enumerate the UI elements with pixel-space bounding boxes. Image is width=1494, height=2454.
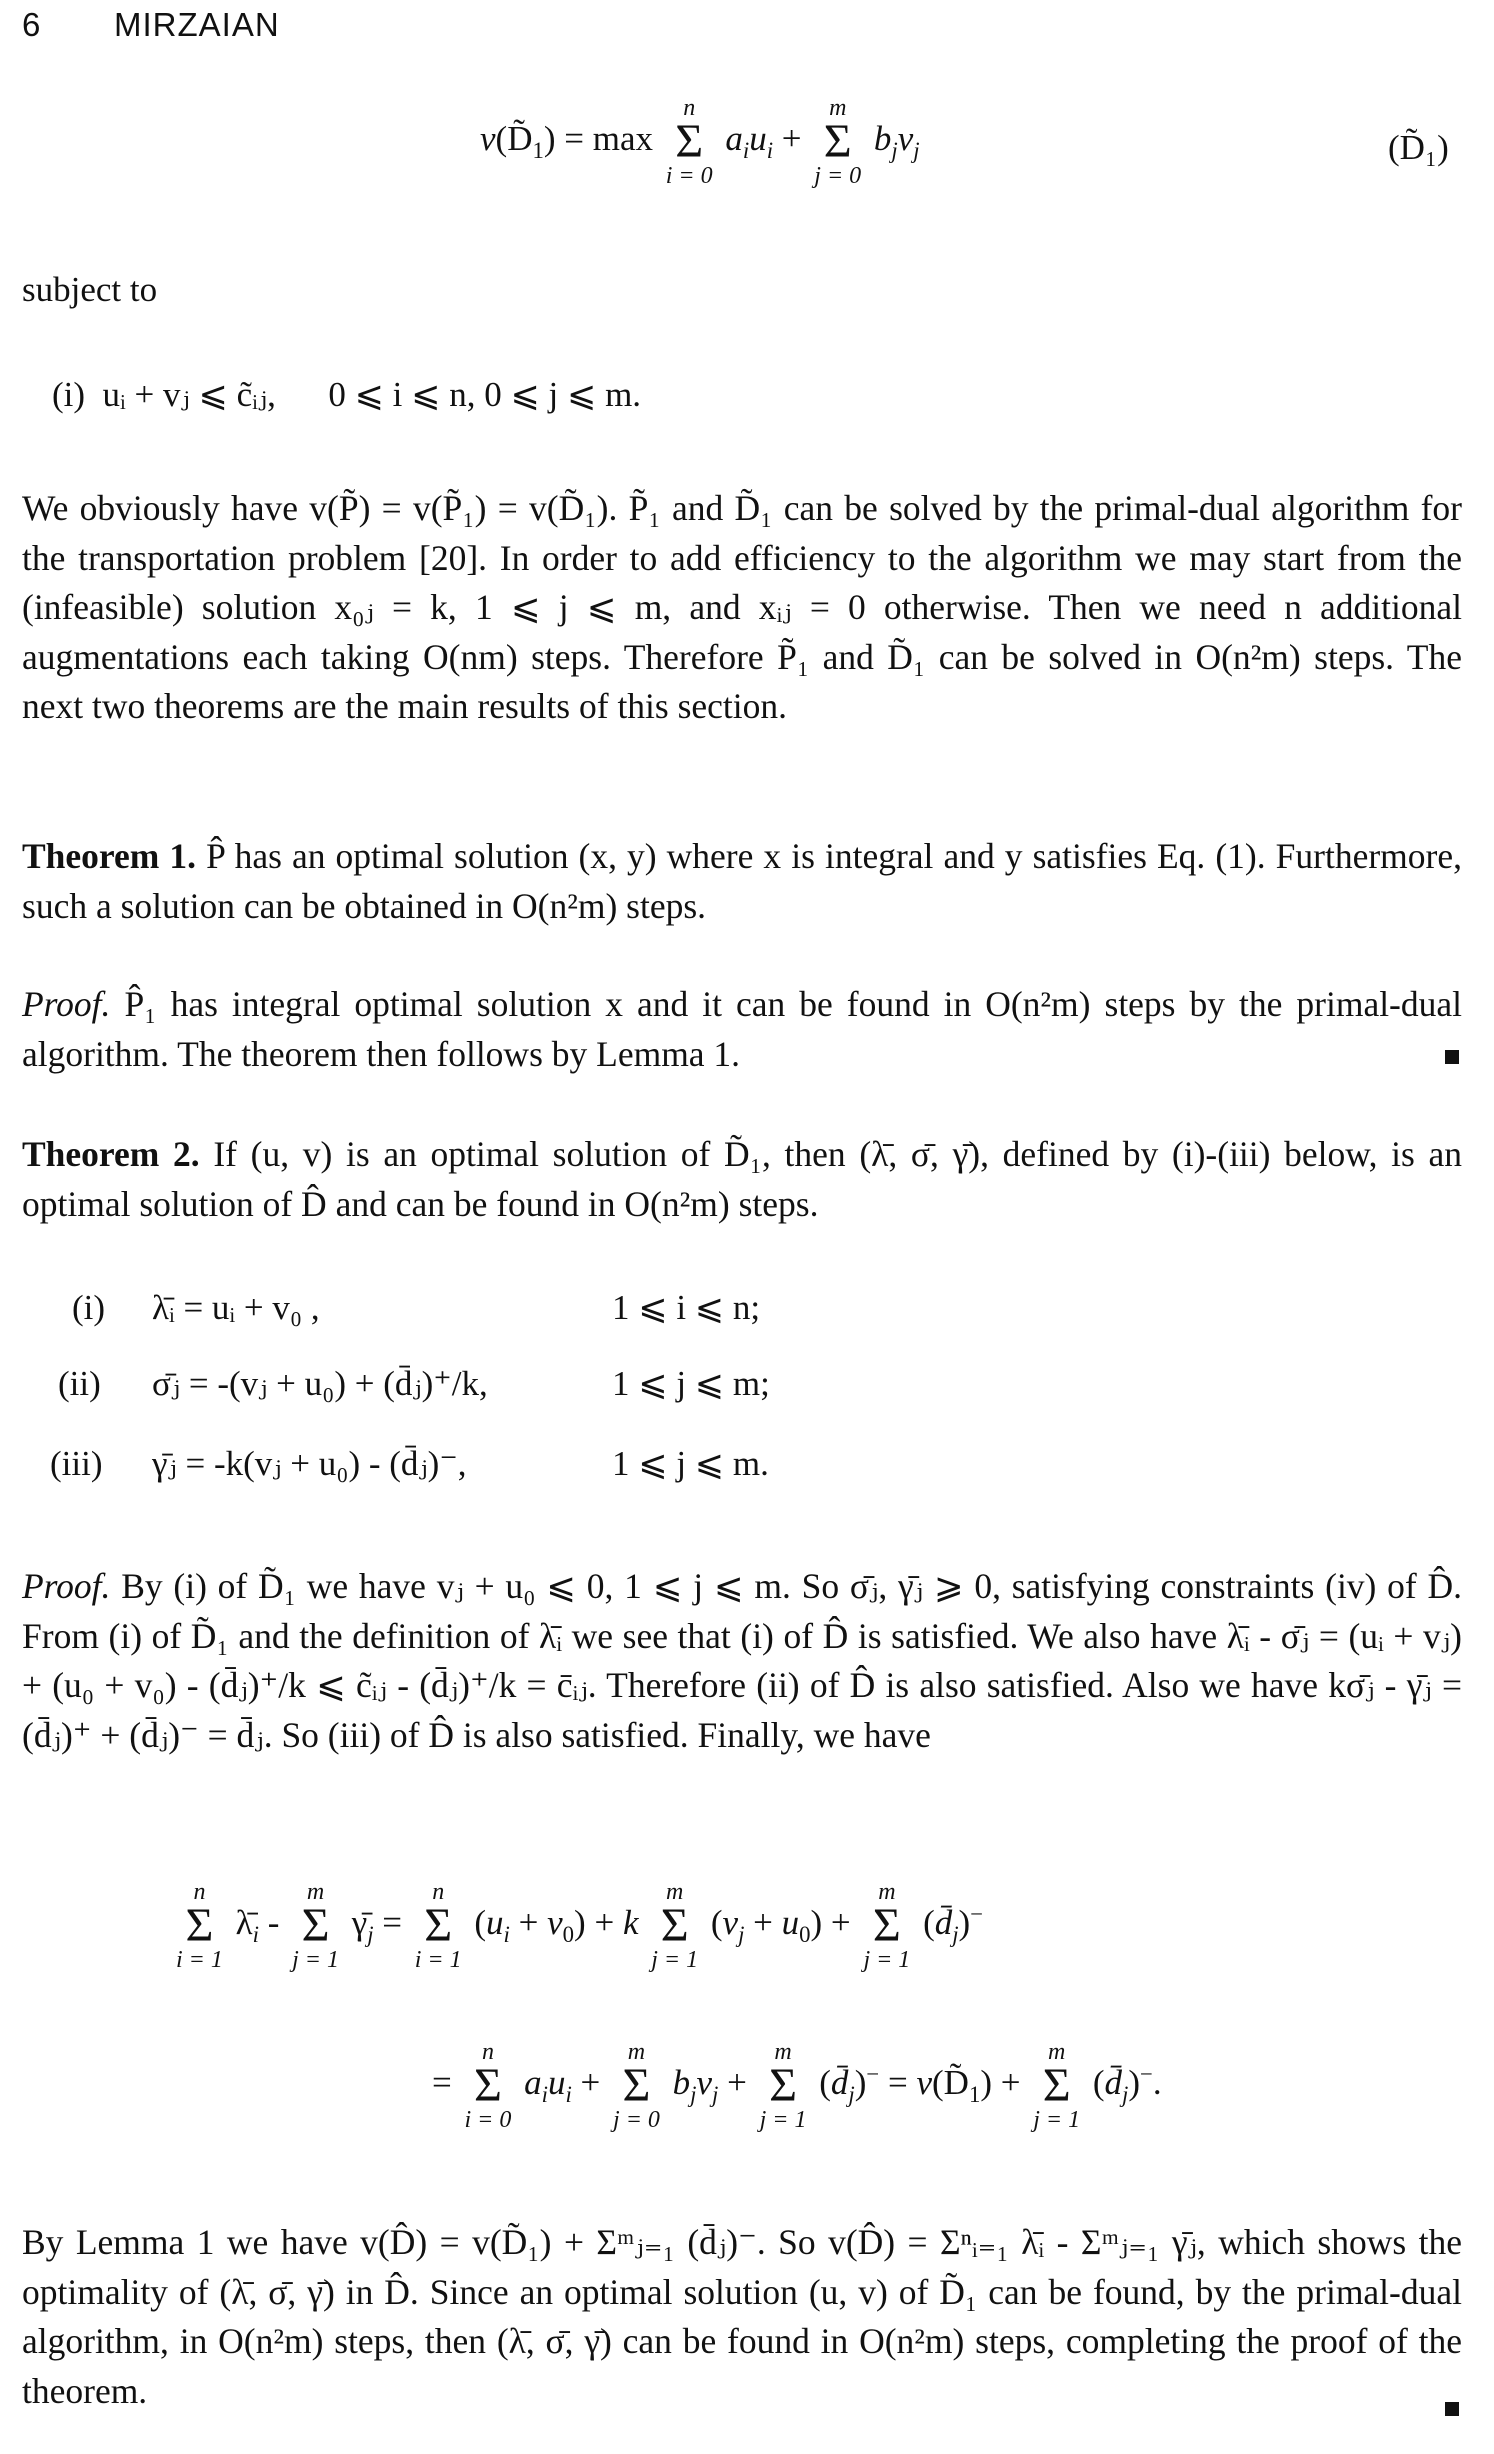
proof-2 [22,1562,1462,1760]
proof-1-text: P̂₁ has integral optimal solution x and it can be found in O(n²m) steps by the primal-dual algorithm. The theorem then follows by Lemma 1. [22,984,1463,1074]
definition-ii: (ii) [58,1364,101,1403]
theorem-2-label: Theorem 2. [22,1134,200,1174]
theorem-2-text: If (u, v) is an optimal solution of D̃₁, then (λ̄, σ̄, γ̄), defined by (i)-(iii) below, is an optimal solution of D̂ and can be found in O(n²m) steps. [22,1134,1462,1224]
definition-i-range: 1 ⩽ i ⩽ n; [612,1288,761,1327]
definition-i: (i) [72,1288,106,1327]
theorem-2 [22,1130,1462,1229]
page [22,0,1472,2454]
theorem-1-label: Theorem 1. [22,836,197,876]
dual-objective: $v(D̃_1) = \max$ n Σ i = 0 $a_iu_i$ + m Σ j = 0 $b_jv_j$ [480,95,920,189]
theorem-1-text: P̂ has an optimal solution (x, y) where x is integral and y satisfies Eq. (1). Furthermore, such a solution can be obtained in O(n²m) steps. [22,836,1463,926]
sum-equation-line-1: n Σ i = 1 $\lambdā_i$ - m Σ j = 1 $\gammā_j$ = n Σ i = 1 $(u_i + v_0) + k$ m Σ j = 1 $(v_j + u_0)$ + m Σ j = 1 $(d̄_j)^-$ [176,1879,984,1973]
dual-constraint: (i) uᵢ + vⱼ ⩽ c̃ᵢⱼ, 0 ⩽ i ⩽ n, 0 ⩽ j ⩽ m. [52,375,642,414]
theorem-1 [22,832,1462,931]
proof-2-text: By (i) of D̃₁ we have vⱼ + u₀ ⩽ 0, 1 ⩽ j ⩽ m. So σ̄ⱼ, γ̄ⱼ ⩾ 0, satisfying constraints (iv) of D̂. From (i) of D̃₁ and the definition of λ̄ᵢ we see that (i) of D̂ is satisfied. We also have λ̄ᵢ - σ̄ⱼ = (uᵢ + vⱼ) + (u₀ + v₀) - (d̄ⱼ)⁺/k ⩽ c̃ᵢⱼ - (d̄ⱼ)⁺/k = c̄ᵢⱼ. Therefore (ii) of D̂ is also satisfied. Also we have kσ̄ⱼ - γ̄ⱼ = (d̄ⱼ)⁺ + (d̄ⱼ)⁻ = d̄ⱼ. So (iii) of D̂ is also satisfied. Finally, we have [22,1566,1462,1755]
definition-iii: (iii) [50,1444,103,1483]
subject-to: subject to [22,270,158,309]
final-paragraph: By Lemma 1 we have v(D̂) = v(D̃₁) + Σᵐⱼ₌₁ (d̄ⱼ)⁻. So v(D̂) = Σⁿᵢ₌₁ λ̄ᵢ - Σᵐⱼ₌₁ γ̄ⱼ, which shows the optimality of (λ̄, σ̄, γ̄) in D̂. Since an optimal solution (u, v) of D̃₁ can be found, by the primal-dual algorithm, in O(n²m) steps, then (λ̄, σ̄, γ̄) can be found in O(n²m) steps, completing the proof of the theorem. [22,2222,1462,2411]
definition-iii-expr: γ̄ⱼ = -k(vⱼ + u₀) - (d̄ⱼ)⁻, [152,1444,467,1483]
paragraph-intro: We obviously have v(P̃) = v(P̃₁) = v(D̃₁). P̃₁ and D̃₁ can be solved by the primal-dual algorithm for the transportation problem [20]. In order to add efficiency to the algorithm we may start from the (infeasible) solution x₀ⱼ = k, 1 ⩽ j ⩽ m, and xᵢⱼ = 0 otherwise. Then we need n additional augmentations each taking O(nm) steps. Therefore P̃₁ and D̃₁ can be solved in O(n²m) steps. The next two theorems are the main results of this section. [22,488,1462,726]
running-head: MIRZAIAN [114,6,280,43]
proof-2-label: Proof. [22,1566,111,1606]
definition-iii-range: 1 ⩽ j ⩽ m. [612,1444,769,1483]
definition-ii-expr: σ̄ⱼ = -(vⱼ + u₀) + (d̄ⱼ)⁺/k, [152,1364,488,1403]
sum-equation-line-2: = n Σ i = 0 $a_iu_i$ + m Σ j = 0 $b_jv_j$ + m Σ j = 1 $(d̄_j)^-$ = $v(D̃_1)$ + m Σ j = 1 $(d̄_j)^-$. [432,2039,1162,2133]
page-number: 6 [22,6,42,43]
dual-label: (D̃₁) [1388,128,1449,167]
proof-1 [22,980,1462,1079]
proof-1-label: Proof. [22,984,111,1024]
definition-i-expr: λ̄ᵢ = uᵢ + v₀ , [152,1288,320,1327]
definition-ii-range: 1 ⩽ j ⩽ m; [612,1364,770,1403]
qed-mark-1 [1445,1050,1459,1069]
qed-mark-2 [1445,2402,1459,2421]
